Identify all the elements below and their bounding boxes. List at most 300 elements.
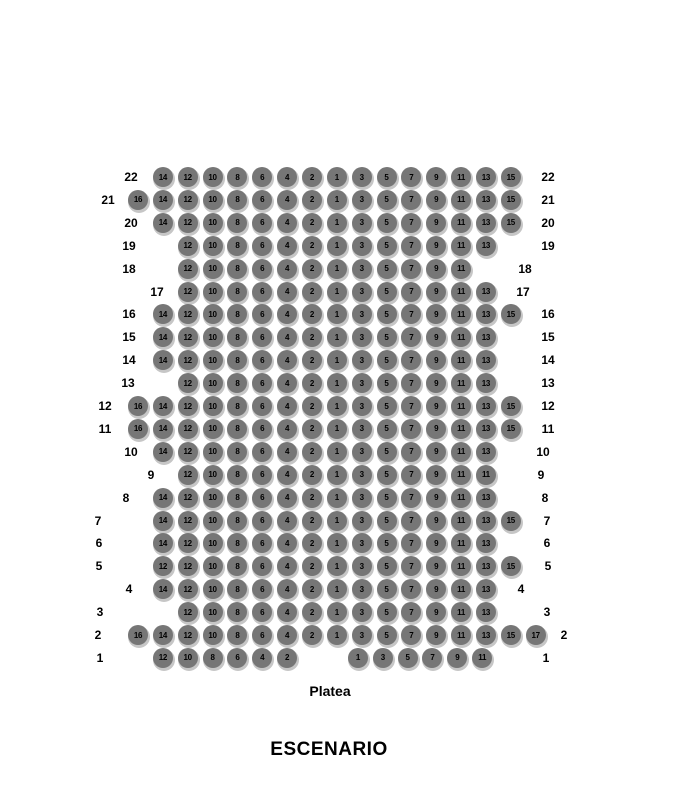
seat-row19-n11[interactable]: 11 bbox=[451, 236, 471, 256]
seat-row11-n7[interactable]: 7 bbox=[401, 419, 421, 439]
seat-row22-n14[interactable]: 14 bbox=[153, 167, 173, 187]
seat-row11-n15[interactable]: 15 bbox=[501, 419, 521, 439]
seat-row20-n8[interactable]: 8 bbox=[227, 213, 247, 233]
seat-row22-n10[interactable]: 10 bbox=[203, 167, 223, 187]
seat-row12-n5[interactable]: 5 bbox=[377, 396, 397, 416]
seat-row8-n9[interactable]: 9 bbox=[426, 488, 446, 508]
seat-row1-n1[interactable]: 1 bbox=[348, 648, 368, 668]
seat-row1-n4[interactable]: 4 bbox=[252, 648, 272, 668]
seat-row16-n6[interactable]: 6 bbox=[252, 304, 272, 324]
seat-row4-n1[interactable]: 1 bbox=[327, 579, 347, 599]
seat-row20-n5[interactable]: 5 bbox=[377, 213, 397, 233]
seat-row5-n5[interactable]: 5 bbox=[377, 556, 397, 576]
seat-row12-n12[interactable]: 12 bbox=[178, 396, 198, 416]
seat-row10-n5[interactable]: 5 bbox=[377, 442, 397, 462]
seat-row2-n3[interactable]: 3 bbox=[352, 625, 372, 645]
seat-row4-n8[interactable]: 8 bbox=[227, 579, 247, 599]
seat-row10-n6[interactable]: 6 bbox=[252, 442, 272, 462]
seat-row15-n11[interactable]: 11 bbox=[451, 327, 471, 347]
seat-row3-n7[interactable]: 7 bbox=[401, 602, 421, 622]
seat-row4-n10[interactable]: 10 bbox=[203, 579, 223, 599]
seat-row22-n12[interactable]: 12 bbox=[178, 167, 198, 187]
seat-row20-n2[interactable]: 2 bbox=[302, 213, 322, 233]
seat-row21-n1[interactable]: 1 bbox=[327, 190, 347, 210]
seat-row18-n5[interactable]: 5 bbox=[377, 259, 397, 279]
seat-row8-n3[interactable]: 3 bbox=[352, 488, 372, 508]
seat-row1-n12[interactable]: 12 bbox=[153, 648, 173, 668]
seat-row14-n11[interactable]: 11 bbox=[451, 350, 471, 370]
seat-row16-n9[interactable]: 9 bbox=[426, 304, 446, 324]
seat-row16-n14[interactable]: 14 bbox=[153, 304, 173, 324]
seat-row2-n4[interactable]: 4 bbox=[277, 625, 297, 645]
seat-row16-n15[interactable]: 15 bbox=[501, 304, 521, 324]
seat-row5-n13[interactable]: 13 bbox=[476, 556, 496, 576]
seat-row6-n1[interactable]: 1 bbox=[327, 533, 347, 553]
seat-row22-n2[interactable]: 2 bbox=[302, 167, 322, 187]
seat-row11-n13[interactable]: 13 bbox=[476, 419, 496, 439]
seat-row12-n14[interactable]: 14 bbox=[153, 396, 173, 416]
seat-row3-n3[interactable]: 3 bbox=[352, 602, 372, 622]
seat-row13-n7[interactable]: 7 bbox=[401, 373, 421, 393]
seat-row19-n13[interactable]: 13 bbox=[476, 236, 496, 256]
seat-row13-n13[interactable]: 13 bbox=[476, 373, 496, 393]
seat-row17-n13[interactable]: 13 bbox=[476, 282, 496, 302]
seat-row3-n4[interactable]: 4 bbox=[277, 602, 297, 622]
seat-row12-n10[interactable]: 10 bbox=[203, 396, 223, 416]
seat-row20-n4[interactable]: 4 bbox=[277, 213, 297, 233]
seat-row19-n12[interactable]: 12 bbox=[178, 236, 198, 256]
seat-row22-n8[interactable]: 8 bbox=[227, 167, 247, 187]
seat-row18-n3[interactable]: 3 bbox=[352, 259, 372, 279]
seat-row19-n4[interactable]: 4 bbox=[277, 236, 297, 256]
seat-row4-n5[interactable]: 5 bbox=[377, 579, 397, 599]
seat-row13-n8[interactable]: 8 bbox=[227, 373, 247, 393]
seat-row21-n2[interactable]: 2 bbox=[302, 190, 322, 210]
seat-row11-n6[interactable]: 6 bbox=[252, 419, 272, 439]
seat-row9-n7[interactable]: 7 bbox=[401, 465, 421, 485]
seat-row1-n8[interactable]: 8 bbox=[203, 648, 223, 668]
seat-row15-n8[interactable]: 8 bbox=[227, 327, 247, 347]
seat-row2-n16[interactable]: 16 bbox=[128, 625, 148, 645]
seat-row9-n11[interactable]: 11 bbox=[451, 465, 471, 485]
seat-row15-n1[interactable]: 1 bbox=[327, 327, 347, 347]
seat-row14-n8[interactable]: 8 bbox=[227, 350, 247, 370]
seat-row15-n2[interactable]: 2 bbox=[302, 327, 322, 347]
seat-row8-n14[interactable]: 14 bbox=[153, 488, 173, 508]
seat-row8-n4[interactable]: 4 bbox=[277, 488, 297, 508]
seat-row13-n11[interactable]: 11 bbox=[451, 373, 471, 393]
seat-row16-n2[interactable]: 2 bbox=[302, 304, 322, 324]
seat-row3-n6[interactable]: 6 bbox=[252, 602, 272, 622]
seat-row19-n3[interactable]: 3 bbox=[352, 236, 372, 256]
seat-row8-n10[interactable]: 10 bbox=[203, 488, 223, 508]
seat-row5-n4[interactable]: 4 bbox=[277, 556, 297, 576]
seat-row9-n1[interactable]: 1 bbox=[327, 465, 347, 485]
seat-row10-n7[interactable]: 7 bbox=[401, 442, 421, 462]
seat-row1-n3[interactable]: 3 bbox=[373, 648, 393, 668]
seat-row8-n5[interactable]: 5 bbox=[377, 488, 397, 508]
seat-row13-n2[interactable]: 2 bbox=[302, 373, 322, 393]
seat-row5-n3[interactable]: 3 bbox=[352, 556, 372, 576]
seat-row1-n5[interactable]: 5 bbox=[398, 648, 418, 668]
seat-row11-n2[interactable]: 2 bbox=[302, 419, 322, 439]
seat-row15-n14[interactable]: 14 bbox=[153, 327, 173, 347]
seat-row4-n6[interactable]: 6 bbox=[252, 579, 272, 599]
seat-row3-n5[interactable]: 5 bbox=[377, 602, 397, 622]
seat-row17-n11[interactable]: 11 bbox=[451, 282, 471, 302]
seat-row19-n8[interactable]: 8 bbox=[227, 236, 247, 256]
seat-row10-n8[interactable]: 8 bbox=[227, 442, 247, 462]
seat-row21-n13[interactable]: 13 bbox=[476, 190, 496, 210]
seat-row6-n11[interactable]: 11 bbox=[451, 533, 471, 553]
seat-row20-n7[interactable]: 7 bbox=[401, 213, 421, 233]
seat-row13-n4[interactable]: 4 bbox=[277, 373, 297, 393]
seat-row10-n9[interactable]: 9 bbox=[426, 442, 446, 462]
seat-row10-n10[interactable]: 10 bbox=[203, 442, 223, 462]
seat-row9-n3[interactable]: 3 bbox=[352, 465, 372, 485]
seat-row6-n13[interactable]: 13 bbox=[476, 533, 496, 553]
seat-row10-n13[interactable]: 13 bbox=[476, 442, 496, 462]
seat-row12-n16[interactable]: 16 bbox=[128, 396, 148, 416]
seat-row20-n6[interactable]: 6 bbox=[252, 213, 272, 233]
seat-row9-n12[interactable]: 12 bbox=[178, 465, 198, 485]
seat-row6-n8[interactable]: 8 bbox=[227, 533, 247, 553]
seat-row16-n1[interactable]: 1 bbox=[327, 304, 347, 324]
seat-row20-n14[interactable]: 14 bbox=[153, 213, 173, 233]
seat-row21-n15[interactable]: 15 bbox=[501, 190, 521, 210]
seat-row19-n9[interactable]: 9 bbox=[426, 236, 446, 256]
seat-row18-n2[interactable]: 2 bbox=[302, 259, 322, 279]
seat-row18-n11[interactable]: 11 bbox=[451, 259, 471, 279]
seat-row10-n14[interactable]: 14 bbox=[153, 442, 173, 462]
seat-row21-n12[interactable]: 12 bbox=[178, 190, 198, 210]
seat-row21-n3[interactable]: 3 bbox=[352, 190, 372, 210]
seat-row6-n12[interactable]: 12 bbox=[178, 533, 198, 553]
seat-row14-n13[interactable]: 13 bbox=[476, 350, 496, 370]
seat-row4-n4[interactable]: 4 bbox=[277, 579, 297, 599]
seat-row5-n11[interactable]: 11 bbox=[451, 556, 471, 576]
seat-row18-n12[interactable]: 12 bbox=[178, 259, 198, 279]
seat-row16-n5[interactable]: 5 bbox=[377, 304, 397, 324]
seat-row5-n6[interactable]: 6 bbox=[252, 556, 272, 576]
seat-row22-n6[interactable]: 6 bbox=[252, 167, 272, 187]
seat-row6-n3[interactable]: 3 bbox=[352, 533, 372, 553]
seat-row14-n6[interactable]: 6 bbox=[252, 350, 272, 370]
seat-row20-n10[interactable]: 10 bbox=[203, 213, 223, 233]
seat-row4-n2[interactable]: 2 bbox=[302, 579, 322, 599]
seat-row7-n1[interactable]: 1 bbox=[327, 511, 347, 531]
seat-row6-n6[interactable]: 6 bbox=[252, 533, 272, 553]
seat-row20-n3[interactable]: 3 bbox=[352, 213, 372, 233]
seat-row14-n7[interactable]: 7 bbox=[401, 350, 421, 370]
seat-row17-n5[interactable]: 5 bbox=[377, 282, 397, 302]
seat-row17-n1[interactable]: 1 bbox=[327, 282, 347, 302]
seat-row5-n7[interactable]: 7 bbox=[401, 556, 421, 576]
seat-row15-n12[interactable]: 12 bbox=[178, 327, 198, 347]
seat-row2-n15[interactable]: 15 bbox=[501, 625, 521, 645]
seat-row4-n11[interactable]: 11 bbox=[451, 579, 471, 599]
seat-row22-n11[interactable]: 11 bbox=[451, 167, 471, 187]
seat-row21-n9[interactable]: 9 bbox=[426, 190, 446, 210]
seat-row10-n11[interactable]: 11 bbox=[451, 442, 471, 462]
seat-row8-n12[interactable]: 12 bbox=[178, 488, 198, 508]
seat-row3-n12[interactable]: 12 bbox=[178, 602, 198, 622]
seat-row14-n5[interactable]: 5 bbox=[377, 350, 397, 370]
seat-row5-n9[interactable]: 9 bbox=[426, 556, 446, 576]
seat-row6-n2[interactable]: 2 bbox=[302, 533, 322, 553]
seat-row11-n16[interactable]: 16 bbox=[128, 419, 148, 439]
seat-row11-n10[interactable]: 10 bbox=[203, 419, 223, 439]
seat-row2-n9[interactable]: 9 bbox=[426, 625, 446, 645]
seat-row7-n14[interactable]: 14 bbox=[153, 511, 173, 531]
seat-row9-n4[interactable]: 4 bbox=[277, 465, 297, 485]
seat-row22-n3[interactable]: 3 bbox=[352, 167, 372, 187]
seat-row18-n10[interactable]: 10 bbox=[203, 259, 223, 279]
seat-row14-n2[interactable]: 2 bbox=[302, 350, 322, 370]
seat-row16-n8[interactable]: 8 bbox=[227, 304, 247, 324]
seat-row19-n7[interactable]: 7 bbox=[401, 236, 421, 256]
seat-row15-n7[interactable]: 7 bbox=[401, 327, 421, 347]
seat-row16-n7[interactable]: 7 bbox=[401, 304, 421, 324]
seat-row7-n6[interactable]: 6 bbox=[252, 511, 272, 531]
seat-row2-n8[interactable]: 8 bbox=[227, 625, 247, 645]
seat-row4-n7[interactable]: 7 bbox=[401, 579, 421, 599]
seat-row9-n10[interactable]: 10 bbox=[203, 465, 223, 485]
seat-row6-n4[interactable]: 4 bbox=[277, 533, 297, 553]
seat-row10-n1[interactable]: 1 bbox=[327, 442, 347, 462]
seat-row18-n8[interactable]: 8 bbox=[227, 259, 247, 279]
seat-row1-n11[interactable]: 11 bbox=[472, 648, 492, 668]
seat-row11-n8[interactable]: 8 bbox=[227, 419, 247, 439]
seat-row3-n8[interactable]: 8 bbox=[227, 602, 247, 622]
seat-row12-n4[interactable]: 4 bbox=[277, 396, 297, 416]
seat-row12-n13[interactable]: 13 bbox=[476, 396, 496, 416]
seat-row5-n1[interactable]: 1 bbox=[327, 556, 347, 576]
seat-row14-n14[interactable]: 14 bbox=[153, 350, 173, 370]
seat-row12-n8[interactable]: 8 bbox=[227, 396, 247, 416]
seat-row11-n5[interactable]: 5 bbox=[377, 419, 397, 439]
seat-row16-n3[interactable]: 3 bbox=[352, 304, 372, 324]
seat-row20-n1[interactable]: 1 bbox=[327, 213, 347, 233]
seat-row17-n8[interactable]: 8 bbox=[227, 282, 247, 302]
seat-row3-n2[interactable]: 2 bbox=[302, 602, 322, 622]
seat-row4-n9[interactable]: 9 bbox=[426, 579, 446, 599]
seat-row11-n1[interactable]: 1 bbox=[327, 419, 347, 439]
seat-row22-n5[interactable]: 5 bbox=[377, 167, 397, 187]
seat-row15-n4[interactable]: 4 bbox=[277, 327, 297, 347]
seat-row11-n11[interactable]: 11 bbox=[451, 419, 471, 439]
seat-row21-n5[interactable]: 5 bbox=[377, 190, 397, 210]
seat-row14-n12[interactable]: 12 bbox=[178, 350, 198, 370]
seat-row12-n2[interactable]: 2 bbox=[302, 396, 322, 416]
seat-row16-n4[interactable]: 4 bbox=[277, 304, 297, 324]
seat-row21-n6[interactable]: 6 bbox=[252, 190, 272, 210]
seat-row14-n10[interactable]: 10 bbox=[203, 350, 223, 370]
seat-row4-n12[interactable]: 12 bbox=[178, 579, 198, 599]
seat-row10-n12[interactable]: 12 bbox=[178, 442, 198, 462]
seat-row19-n6[interactable]: 6 bbox=[252, 236, 272, 256]
seat-row3-n11[interactable]: 11 bbox=[451, 602, 471, 622]
seat-row3-n13[interactable]: 13 bbox=[476, 602, 496, 622]
seat-row6-n14[interactable]: 14 bbox=[153, 533, 173, 553]
seat-row20-n13[interactable]: 13 bbox=[476, 213, 496, 233]
seat-row21-n7[interactable]: 7 bbox=[401, 190, 421, 210]
seat-row2-n13[interactable]: 13 bbox=[476, 625, 496, 645]
seat-row18-n9[interactable]: 9 bbox=[426, 259, 446, 279]
seat-row13-n9[interactable]: 9 bbox=[426, 373, 446, 393]
seat-row3-n10[interactable]: 10 bbox=[203, 602, 223, 622]
seat-row19-n1[interactable]: 1 bbox=[327, 236, 347, 256]
seat-row15-n3[interactable]: 3 bbox=[352, 327, 372, 347]
seat-row11-n12[interactable]: 12 bbox=[178, 419, 198, 439]
seat-row22-n13[interactable]: 13 bbox=[476, 167, 496, 187]
seat-row13-n12[interactable]: 12 bbox=[178, 373, 198, 393]
seat-row7-n4[interactable]: 4 bbox=[277, 511, 297, 531]
seat-row18-n7[interactable]: 7 bbox=[401, 259, 421, 279]
seat-row2-n5[interactable]: 5 bbox=[377, 625, 397, 645]
seat-row22-n9[interactable]: 9 bbox=[426, 167, 446, 187]
seat-row10-n4[interactable]: 4 bbox=[277, 442, 297, 462]
seat-row21-n11[interactable]: 11 bbox=[451, 190, 471, 210]
seat-row12-n3[interactable]: 3 bbox=[352, 396, 372, 416]
seat-row19-n2[interactable]: 2 bbox=[302, 236, 322, 256]
seat-row9-n2[interactable]: 2 bbox=[302, 465, 322, 485]
seat-row5-n12[interactable]: 12 bbox=[153, 556, 173, 576]
seat-row22-n1[interactable]: 1 bbox=[327, 167, 347, 187]
seat-row16-n10[interactable]: 10 bbox=[203, 304, 223, 324]
seat-row6-n7[interactable]: 7 bbox=[401, 533, 421, 553]
seat-row13-n6[interactable]: 6 bbox=[252, 373, 272, 393]
seat-row2-n12[interactable]: 12 bbox=[178, 625, 198, 645]
seat-row7-n13[interactable]: 13 bbox=[476, 511, 496, 531]
seat-row15-n10[interactable]: 10 bbox=[203, 327, 223, 347]
seat-row17-n2[interactable]: 2 bbox=[302, 282, 322, 302]
seat-row1-n9[interactable]: 9 bbox=[447, 648, 467, 668]
seat-row18-n4[interactable]: 4 bbox=[277, 259, 297, 279]
seat-row3-n9[interactable]: 9 bbox=[426, 602, 446, 622]
seat-row8-n7[interactable]: 7 bbox=[401, 488, 421, 508]
seat-row4-n14[interactable]: 14 bbox=[153, 579, 173, 599]
seat-row9-n8[interactable]: 8 bbox=[227, 465, 247, 485]
seat-row7-n5[interactable]: 5 bbox=[377, 511, 397, 531]
seat-row8-n11[interactable]: 11 bbox=[451, 488, 471, 508]
seat-row14-n4[interactable]: 4 bbox=[277, 350, 297, 370]
seat-row14-n9[interactable]: 9 bbox=[426, 350, 446, 370]
seat-row1-n10[interactable]: 10 bbox=[178, 648, 198, 668]
seat-row14-n3[interactable]: 3 bbox=[352, 350, 372, 370]
seat-row7-n10[interactable]: 10 bbox=[203, 511, 223, 531]
seat-row21-n4[interactable]: 4 bbox=[277, 190, 297, 210]
seat-row20-n11[interactable]: 11 bbox=[451, 213, 471, 233]
seat-row9-n11[interactable]: 11 bbox=[476, 465, 496, 485]
seat-row12-n7[interactable]: 7 bbox=[401, 396, 421, 416]
seat-row2-n10[interactable]: 10 bbox=[203, 625, 223, 645]
seat-row17-n4[interactable]: 4 bbox=[277, 282, 297, 302]
seat-row5-n10[interactable]: 10 bbox=[203, 556, 223, 576]
seat-row15-n6[interactable]: 6 bbox=[252, 327, 272, 347]
seat-row7-n3[interactable]: 3 bbox=[352, 511, 372, 531]
seat-row16-n12[interactable]: 12 bbox=[178, 304, 198, 324]
seat-row5-n2[interactable]: 2 bbox=[302, 556, 322, 576]
seat-row8-n8[interactable]: 8 bbox=[227, 488, 247, 508]
seat-row2-n14[interactable]: 14 bbox=[153, 625, 173, 645]
seat-row7-n11[interactable]: 11 bbox=[451, 511, 471, 531]
seat-row8-n6[interactable]: 6 bbox=[252, 488, 272, 508]
seat-row3-n1[interactable]: 1 bbox=[327, 602, 347, 622]
seat-row10-n3[interactable]: 3 bbox=[352, 442, 372, 462]
seat-row17-n10[interactable]: 10 bbox=[203, 282, 223, 302]
seat-row5-n15[interactable]: 15 bbox=[501, 556, 521, 576]
seat-row6-n9[interactable]: 9 bbox=[426, 533, 446, 553]
seat-row2-n7[interactable]: 7 bbox=[401, 625, 421, 645]
seat-row7-n2[interactable]: 2 bbox=[302, 511, 322, 531]
seat-row5-n8[interactable]: 8 bbox=[227, 556, 247, 576]
seat-row21-n8[interactable]: 8 bbox=[227, 190, 247, 210]
seat-row11-n14[interactable]: 14 bbox=[153, 419, 173, 439]
seat-row2-n11[interactable]: 11 bbox=[451, 625, 471, 645]
seat-row13-n5[interactable]: 5 bbox=[377, 373, 397, 393]
seat-row9-n9[interactable]: 9 bbox=[426, 465, 446, 485]
seat-row12-n11[interactable]: 11 bbox=[451, 396, 471, 416]
seat-row8-n2[interactable]: 2 bbox=[302, 488, 322, 508]
seat-row20-n12[interactable]: 12 bbox=[178, 213, 198, 233]
seat-row18-n1[interactable]: 1 bbox=[327, 259, 347, 279]
seat-row1-n7[interactable]: 7 bbox=[422, 648, 442, 668]
seat-row5-n12[interactable]: 12 bbox=[178, 556, 198, 576]
seat-row8-n13[interactable]: 13 bbox=[476, 488, 496, 508]
seat-row6-n5[interactable]: 5 bbox=[377, 533, 397, 553]
seat-row11-n4[interactable]: 4 bbox=[277, 419, 297, 439]
seat-row21-n16[interactable]: 16 bbox=[128, 190, 148, 210]
seat-row7-n8[interactable]: 8 bbox=[227, 511, 247, 531]
seat-row19-n10[interactable]: 10 bbox=[203, 236, 223, 256]
seat-row13-n10[interactable]: 10 bbox=[203, 373, 223, 393]
seat-row17-n7[interactable]: 7 bbox=[401, 282, 421, 302]
seat-row2-n17[interactable]: 17 bbox=[526, 625, 546, 645]
seat-row16-n11[interactable]: 11 bbox=[451, 304, 471, 324]
seat-row14-n1[interactable]: 1 bbox=[327, 350, 347, 370]
seat-row12-n1[interactable]: 1 bbox=[327, 396, 347, 416]
seat-row19-n5[interactable]: 5 bbox=[377, 236, 397, 256]
seat-row17-n6[interactable]: 6 bbox=[252, 282, 272, 302]
seat-row9-n6[interactable]: 6 bbox=[252, 465, 272, 485]
seat-row13-n3[interactable]: 3 bbox=[352, 373, 372, 393]
seat-row11-n3[interactable]: 3 bbox=[352, 419, 372, 439]
seat-row7-n12[interactable]: 12 bbox=[178, 511, 198, 531]
seat-row22-n15[interactable]: 15 bbox=[501, 167, 521, 187]
seat-row15-n13[interactable]: 13 bbox=[476, 327, 496, 347]
seat-row4-n3[interactable]: 3 bbox=[352, 579, 372, 599]
seat-row2-n6[interactable]: 6 bbox=[252, 625, 272, 645]
seat-row22-n4[interactable]: 4 bbox=[277, 167, 297, 187]
seat-row15-n9[interactable]: 9 bbox=[426, 327, 446, 347]
seat-row17-n3[interactable]: 3 bbox=[352, 282, 372, 302]
seat-row7-n9[interactable]: 9 bbox=[426, 511, 446, 531]
seat-row7-n15[interactable]: 15 bbox=[501, 511, 521, 531]
seat-row21-n14[interactable]: 14 bbox=[153, 190, 173, 210]
seat-row12-n15[interactable]: 15 bbox=[501, 396, 521, 416]
seat-row4-n13[interactable]: 13 bbox=[476, 579, 496, 599]
seat-row2-n1[interactable]: 1 bbox=[327, 625, 347, 645]
seat-row20-n9[interactable]: 9 bbox=[426, 213, 446, 233]
seat-row8-n1[interactable]: 1 bbox=[327, 488, 347, 508]
seat-row9-n5[interactable]: 5 bbox=[377, 465, 397, 485]
seat-row20-n15[interactable]: 15 bbox=[501, 213, 521, 233]
seat-row11-n9[interactable]: 9 bbox=[426, 419, 446, 439]
seat-row18-n6[interactable]: 6 bbox=[252, 259, 272, 279]
seat-row2-n2[interactable]: 2 bbox=[302, 625, 322, 645]
seat-row16-n13[interactable]: 13 bbox=[476, 304, 496, 324]
